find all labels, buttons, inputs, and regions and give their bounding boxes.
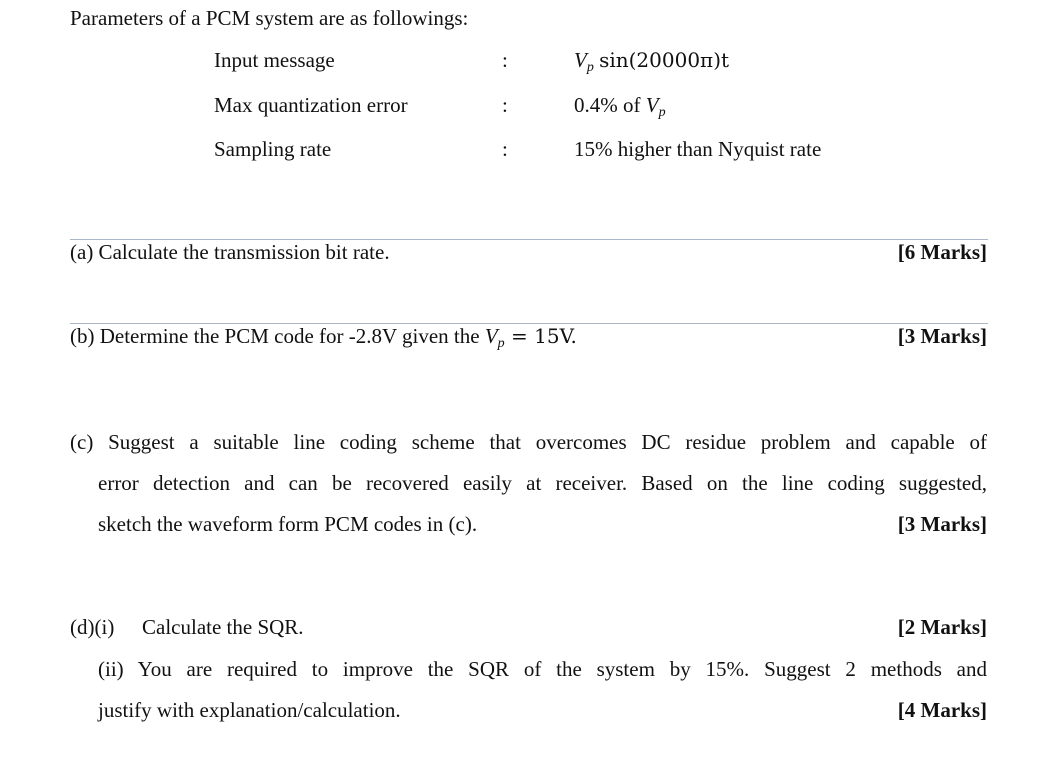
- param-value-sampling-rate: 15% higher than Nyquist rate: [574, 137, 822, 161]
- question-c-line-3: sketch the waveform form PCM codes in (c).: [98, 512, 478, 536]
- intro-text: Parameters of a PCM system are as followings:: [70, 6, 469, 30]
- param-colon: :: [502, 137, 508, 161]
- question-d-part-2-marks: [4 Marks]: [897, 698, 987, 722]
- question-d-part-2-line-1: (ii) You are required to improve the SQR of the system by 15%. Suggest 2 methods and: [98, 657, 987, 681]
- question-c-line-2: error detection and can be recovered easily at receiver. Based on the line coding suggested,: [98, 471, 987, 495]
- param-label-max-quantization-error: Max quantization error: [214, 93, 408, 117]
- sine-expression: sin(20000π)t: [599, 48, 730, 72]
- question-d-part-1-text: Calculate the SQR.: [142, 615, 304, 639]
- param-label-input-message: Input message: [214, 48, 335, 72]
- math-vp: $V_p$: [484, 324, 505, 351]
- param-colon: :: [502, 48, 508, 72]
- math-vp: $V_p$: [574, 48, 594, 75]
- question-c-marks: [3 Marks]: [897, 512, 987, 536]
- question-a-text: (a) Calculate the transmission bit rate.: [70, 240, 390, 264]
- question-a-marks: [6 Marks]: [897, 240, 987, 264]
- question-d-part-2-line-2: justify with explanation/calculation.: [98, 698, 401, 722]
- question-d-part-1-marks: [2 Marks]: [897, 615, 987, 639]
- question-c-line-1: (c) Suggest a suitable line coding scheme that overcomes DC residue problem and capable of: [70, 430, 987, 454]
- param-value-max-quantization-error: 0.4% of $V_p$: [574, 93, 666, 120]
- param-label-sampling-rate: Sampling rate: [214, 137, 332, 161]
- param-colon: :: [502, 93, 508, 117]
- question-d-label: (d)(i): [70, 615, 115, 639]
- param-value-input-message: [574, 50, 729, 75]
- question-b-text: (b) Determine the PCM code for -2.8V given the $V_p = 15V$.: [70, 324, 577, 351]
- math-vp: $V_p$: [645, 93, 666, 120]
- question-b-marks: [3 Marks]: [897, 324, 987, 348]
